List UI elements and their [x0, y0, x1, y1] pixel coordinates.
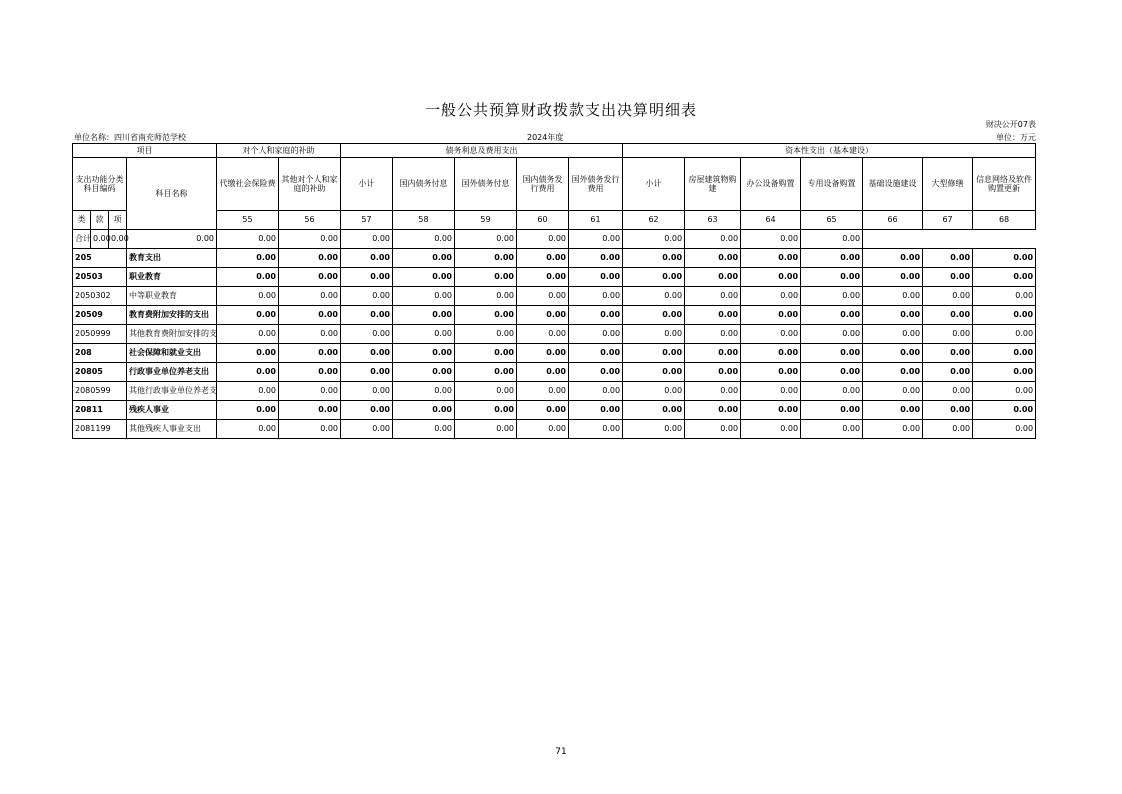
column-number-row [73, 211, 1036, 230]
col-header: 其他对个人和家庭的补助 [279, 158, 341, 211]
row-cell: 0.00 [801, 249, 863, 268]
row-code: 20509 [73, 306, 127, 325]
col-header: 房屋建筑物购建 [685, 158, 741, 211]
col-header: 大型修缮 [923, 158, 973, 211]
row-cell: 0.00 [569, 325, 623, 344]
col-header: 国外债务付息 [455, 158, 517, 211]
row-cell: 0.00 [623, 363, 685, 382]
row-cell: 0.00 [801, 401, 863, 420]
total-cell: 0.00 [91, 230, 109, 249]
total-cell: 0.00 [569, 230, 623, 249]
row-cell: 0.00 [341, 325, 393, 344]
row-cell: 0.00 [685, 420, 741, 439]
row-cell: 0.00 [623, 268, 685, 287]
row-cell: 0.00 [973, 401, 1036, 420]
total-cell: 0.00 [217, 230, 279, 249]
group-header-capital-expenditure: 资本性支出（基本建设） [623, 144, 1036, 158]
total-cell: 0.00 [685, 230, 741, 249]
row-cell: 0.00 [923, 306, 973, 325]
row-name: 教育支出 [127, 249, 217, 268]
row-cell: 0.00 [279, 382, 341, 401]
row-cell: 0.00 [393, 287, 455, 306]
row-cell: 0.00 [279, 363, 341, 382]
row-cell: 0.00 [923, 325, 973, 344]
column-number: 64 [741, 211, 801, 230]
row-cell: 0.00 [741, 363, 801, 382]
item-header: 项目 [73, 144, 217, 158]
row-name: 其他残疾人事业支出 [127, 420, 217, 439]
row-cell: 0.00 [801, 325, 863, 344]
total-label: 合计 [73, 230, 91, 249]
table-row [73, 268, 1036, 287]
col-header: 小计 [623, 158, 685, 211]
row-code: 2081199 [73, 420, 127, 439]
total-row [73, 230, 1036, 249]
expenditure-detail-table [72, 143, 1036, 439]
row-cell: 0.00 [623, 306, 685, 325]
group-header-personal-subsidy: 对个人和家庭的补助 [217, 144, 341, 158]
name-header: 科目名称 [127, 158, 217, 230]
row-cell: 0.00 [973, 249, 1036, 268]
total-cell: 0.00 [517, 230, 569, 249]
row-cell: 0.00 [341, 420, 393, 439]
row-cell: 0.00 [455, 363, 517, 382]
row-name: 中等职业教育 [127, 287, 217, 306]
row-cell: 0.00 [217, 306, 279, 325]
row-cell: 0.00 [341, 287, 393, 306]
row-cell: 0.00 [517, 249, 569, 268]
row-cell: 0.00 [973, 420, 1036, 439]
row-cell: 0.00 [517, 287, 569, 306]
row-cell: 0.00 [393, 401, 455, 420]
col-header: 办公设备购置 [741, 158, 801, 211]
column-number: 55 [217, 211, 279, 230]
row-cell: 0.00 [863, 268, 923, 287]
row-cell: 0.00 [623, 401, 685, 420]
row-cell: 0.00 [801, 420, 863, 439]
row-cell: 0.00 [455, 287, 517, 306]
column-number: 68 [973, 211, 1036, 230]
row-cell: 0.00 [741, 344, 801, 363]
row-cell: 0.00 [217, 344, 279, 363]
row-cell: 0.00 [393, 363, 455, 382]
row-cell: 0.00 [517, 306, 569, 325]
row-cell: 0.00 [517, 268, 569, 287]
total-cell: 0.00 [741, 230, 801, 249]
row-cell: 0.00 [923, 249, 973, 268]
table-row [73, 306, 1036, 325]
column-number: 56 [279, 211, 341, 230]
row-cell: 0.00 [393, 344, 455, 363]
row-cell: 0.00 [569, 306, 623, 325]
row-cell: 0.00 [341, 363, 393, 382]
row-cell: 0.00 [341, 401, 393, 420]
column-number: 62 [623, 211, 685, 230]
row-name: 职业教育 [127, 268, 217, 287]
row-code: 20805 [73, 363, 127, 382]
table-row [73, 344, 1036, 363]
row-cell: 0.00 [801, 363, 863, 382]
group-header-debt-interest: 债务利息及费用支出 [341, 144, 623, 158]
row-name: 教育费附加安排的支出 [127, 306, 217, 325]
row-cell: 0.00 [863, 401, 923, 420]
row-cell: 0.00 [973, 287, 1036, 306]
row-cell: 0.00 [393, 268, 455, 287]
header-row-groups [73, 144, 1036, 158]
col-header: 基础设施建设 [863, 158, 923, 211]
row-cell: 0.00 [685, 268, 741, 287]
row-cell: 0.00 [923, 401, 973, 420]
total-cell: 0.00 [623, 230, 685, 249]
row-cell: 0.00 [623, 325, 685, 344]
row-cell: 0.00 [741, 325, 801, 344]
row-code: 20503 [73, 268, 127, 287]
row-cell: 0.00 [217, 401, 279, 420]
column-number: 67 [923, 211, 973, 230]
row-cell: 0.00 [517, 382, 569, 401]
unit-name: 单位名称：四川省南充师范学校 [74, 133, 186, 142]
row-cell: 0.00 [801, 287, 863, 306]
row-name: 其他教育费附加安排的支 [127, 325, 217, 344]
row-cell: 0.00 [801, 306, 863, 325]
row-name: 行政事业单位养老支出 [127, 363, 217, 382]
row-cell: 0.00 [623, 382, 685, 401]
row-cell: 0.00 [973, 306, 1036, 325]
row-cell: 0.00 [973, 363, 1036, 382]
row-cell: 0.00 [393, 325, 455, 344]
row-code: 2050999 [73, 325, 127, 344]
row-cell: 0.00 [279, 344, 341, 363]
row-cell: 0.00 [455, 420, 517, 439]
row-cell: 0.00 [455, 306, 517, 325]
row-cell: 0.00 [217, 268, 279, 287]
form-number: 财决公开07表 [985, 120, 1036, 129]
row-cell: 0.00 [863, 420, 923, 439]
col-header: 代缴社会保险费 [217, 158, 279, 211]
row-code: 208 [73, 344, 127, 363]
row-cell: 0.00 [973, 344, 1036, 363]
row-cell: 0.00 [393, 249, 455, 268]
column-number: 57 [341, 211, 393, 230]
row-cell: 0.00 [685, 306, 741, 325]
row-cell: 0.00 [685, 287, 741, 306]
row-cell: 0.00 [279, 268, 341, 287]
row-cell: 0.00 [685, 325, 741, 344]
col-header: 国内债务付息 [393, 158, 455, 211]
row-cell: 0.00 [279, 401, 341, 420]
row-cell: 0.00 [455, 382, 517, 401]
column-number: 61 [569, 211, 623, 230]
row-cell: 0.00 [923, 363, 973, 382]
row-cell: 0.00 [393, 420, 455, 439]
column-number: 66 [863, 211, 923, 230]
row-cell: 0.00 [217, 420, 279, 439]
row-cell: 0.00 [569, 249, 623, 268]
row-cell: 0.00 [569, 363, 623, 382]
table-row [73, 401, 1036, 420]
row-cell: 0.00 [863, 363, 923, 382]
row-cell: 0.00 [741, 382, 801, 401]
row-code: 2050302 [73, 287, 127, 306]
table-row [73, 249, 1036, 268]
xiang-header: 项 [109, 211, 127, 230]
page-number: 71 [555, 747, 567, 757]
column-number: 60 [517, 211, 569, 230]
row-cell: 0.00 [569, 401, 623, 420]
row-cell: 0.00 [455, 344, 517, 363]
row-cell: 0.00 [393, 306, 455, 325]
table-row [73, 363, 1036, 382]
total-cell: 0.00 [341, 230, 393, 249]
row-cell: 0.00 [685, 382, 741, 401]
row-cell: 0.00 [801, 268, 863, 287]
row-cell: 0.00 [569, 420, 623, 439]
row-name: 其他行政事业单位养老支 [127, 382, 217, 401]
total-cell: 0.00 [127, 230, 217, 249]
row-cell: 0.00 [279, 249, 341, 268]
row-cell: 0.00 [569, 344, 623, 363]
row-cell: 0.00 [569, 268, 623, 287]
row-cell: 0.00 [341, 306, 393, 325]
row-cell: 0.00 [863, 306, 923, 325]
row-cell: 0.00 [863, 344, 923, 363]
row-cell: 0.00 [279, 306, 341, 325]
row-cell: 0.00 [973, 325, 1036, 344]
total-cell: 0.00 [279, 230, 341, 249]
row-cell: 0.00 [685, 249, 741, 268]
total-cell: 0.00 [109, 230, 127, 249]
table-row [73, 420, 1036, 439]
col-header: 小计 [341, 158, 393, 211]
row-cell: 0.00 [741, 268, 801, 287]
row-cell: 0.00 [517, 420, 569, 439]
row-cell: 0.00 [923, 287, 973, 306]
row-cell: 0.00 [741, 401, 801, 420]
row-cell: 0.00 [863, 382, 923, 401]
row-cell: 0.00 [217, 363, 279, 382]
row-cell: 0.00 [741, 420, 801, 439]
col-header: 专用设备购置 [801, 158, 863, 211]
column-number: 58 [393, 211, 455, 230]
table-row [73, 287, 1036, 306]
row-cell: 0.00 [341, 249, 393, 268]
row-code: 205 [73, 249, 127, 268]
row-cell: 0.00 [517, 363, 569, 382]
total-cell: 0.00 [801, 230, 863, 249]
row-cell: 0.00 [923, 382, 973, 401]
row-cell: 0.00 [517, 325, 569, 344]
row-cell: 0.00 [217, 249, 279, 268]
table-body [73, 230, 1036, 439]
row-cell: 0.00 [923, 344, 973, 363]
row-cell: 0.00 [569, 287, 623, 306]
row-cell: 0.00 [623, 287, 685, 306]
page-title: 一般公共预算财政拨款支出决算明细表 [424, 101, 697, 119]
row-cell: 0.00 [341, 268, 393, 287]
row-cell: 0.00 [685, 344, 741, 363]
currency-unit: 单位：万元 [996, 133, 1036, 142]
row-cell: 0.00 [517, 344, 569, 363]
row-code: 2080599 [73, 382, 127, 401]
row-cell: 0.00 [863, 325, 923, 344]
row-cell: 0.00 [217, 325, 279, 344]
row-cell: 0.00 [973, 382, 1036, 401]
col-header: 国内债务发行费用 [517, 158, 569, 211]
row-cell: 0.00 [741, 287, 801, 306]
row-cell: 0.00 [685, 401, 741, 420]
row-cell: 0.00 [393, 382, 455, 401]
row-cell: 0.00 [741, 306, 801, 325]
row-cell: 0.00 [341, 344, 393, 363]
table-row [73, 382, 1036, 401]
row-cell: 0.00 [517, 401, 569, 420]
header-row-columns [73, 158, 1036, 211]
row-cell: 0.00 [217, 382, 279, 401]
row-cell: 0.00 [863, 249, 923, 268]
col-header: 信息网络及软件购置更新 [973, 158, 1036, 211]
row-cell: 0.00 [623, 344, 685, 363]
row-cell: 0.00 [863, 287, 923, 306]
lei-header: 类 [73, 211, 91, 230]
total-cell: 0.00 [393, 230, 455, 249]
row-cell: 0.00 [279, 325, 341, 344]
row-cell: 0.00 [923, 268, 973, 287]
row-cell: 0.00 [685, 363, 741, 382]
report-year: 2024年度 [527, 133, 564, 142]
row-cell: 0.00 [569, 382, 623, 401]
column-number: 65 [801, 211, 863, 230]
kuan-header: 款 [91, 211, 109, 230]
column-number: 59 [455, 211, 517, 230]
row-cell: 0.00 [801, 344, 863, 363]
row-cell: 0.00 [973, 268, 1036, 287]
row-cell: 0.00 [455, 268, 517, 287]
row-cell: 0.00 [455, 401, 517, 420]
row-cell: 0.00 [455, 249, 517, 268]
row-cell: 0.00 [217, 287, 279, 306]
row-cell: 0.00 [279, 420, 341, 439]
row-name: 社会保障和就业支出 [127, 344, 217, 363]
column-number: 63 [685, 211, 741, 230]
col-header: 国外债务发行费用 [569, 158, 623, 211]
row-code: 20811 [73, 401, 127, 420]
row-cell: 0.00 [741, 249, 801, 268]
code-header: 支出功能分类科目编码 [73, 158, 127, 211]
row-cell: 0.00 [279, 287, 341, 306]
row-cell: 0.00 [341, 382, 393, 401]
row-cell: 0.00 [623, 420, 685, 439]
row-cell: 0.00 [923, 420, 973, 439]
row-name: 残疾人事业 [127, 401, 217, 420]
total-cell: 0.00 [455, 230, 517, 249]
row-cell: 0.00 [801, 382, 863, 401]
table-row [73, 325, 1036, 344]
row-cell: 0.00 [455, 325, 517, 344]
row-cell: 0.00 [623, 249, 685, 268]
